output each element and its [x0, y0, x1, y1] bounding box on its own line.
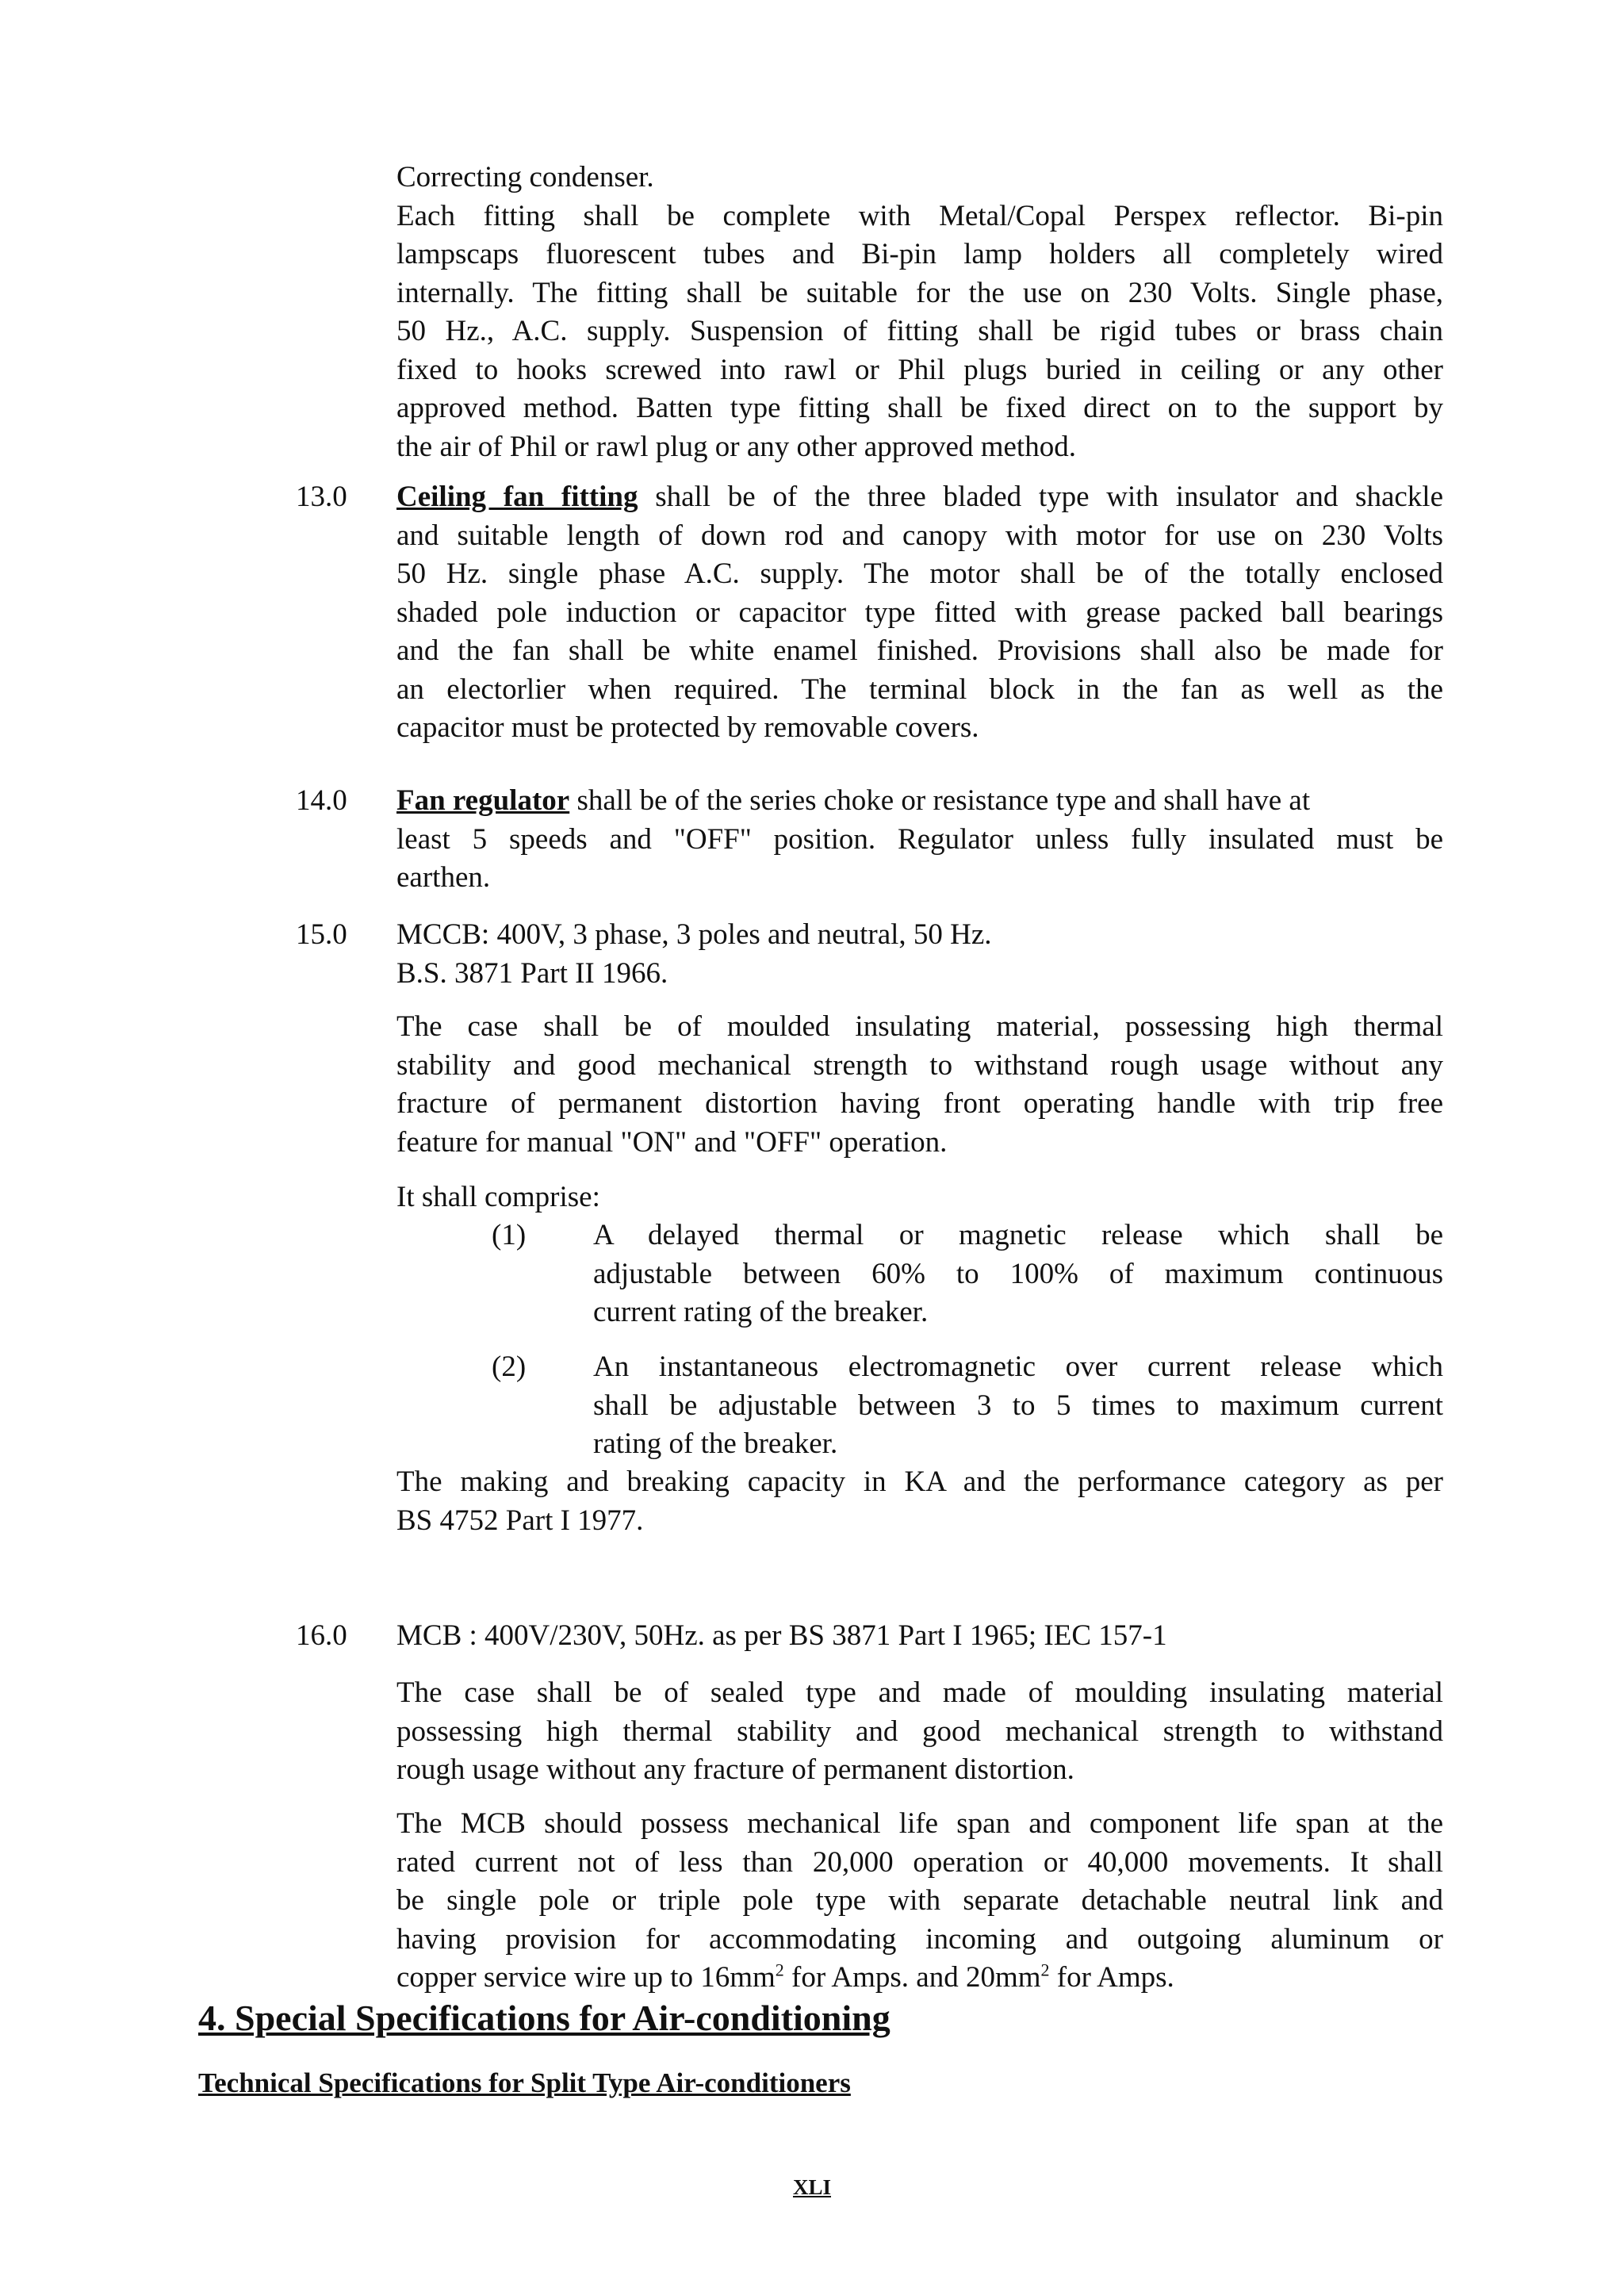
section-15-closing: [396, 1463, 1443, 1540]
text-line: stability and good mechanical strength to withstand rough usage without any: [396, 1048, 1443, 1082]
continuation-paragraph: [396, 159, 1443, 466]
text-line: an electorlier when required. The terminal block in the fan as well as the: [396, 672, 1443, 706]
text-line: rated current not of less than 20,000 operation or 40,000 movements. It shall: [396, 1845, 1443, 1879]
list-marker: (2): [492, 1351, 527, 1383]
text-line: The making and breaking capacity in KA and the performance category as per: [396, 1466, 1443, 1498]
text-line: the air of Phil or rawl plug or any other approved method.: [396, 430, 1076, 463]
text-line: Fan regulator shall be of the series choke or resistance type and shall have at: [396, 784, 1311, 817]
text-line: MCB : 400V/230V, 50Hz. as per BS 3871 Part I 1965; IEC 157-1: [396, 1619, 1167, 1652]
list-marker: (1): [492, 1219, 527, 1251]
text-line: adjustable between 60% to 100% of maximum continuous: [593, 1257, 1443, 1290]
section-number: 15.0: [296, 918, 347, 951]
page-number: XLI: [792, 2175, 831, 2199]
section-16-paragraph-2: [396, 1805, 1443, 1998]
list-item: [593, 1348, 1443, 1464]
section-heading: 4. Special Specifications for Air-conditioning: [198, 1998, 891, 2038]
text-line: Correcting condenser.: [396, 161, 654, 193]
section-number: 16.0: [296, 1619, 347, 1652]
text-line: BS 4752 Part I 1977.: [396, 1504, 644, 1537]
subsection-heading: Technical Specifications for Split Type Air-conditioners: [198, 2067, 851, 2098]
text-line: possessing high thermal stability and good mechanical strength to withstand: [396, 1715, 1443, 1748]
text-line: The MCB should possess mechanical life span and component life span at the: [396, 1807, 1443, 1840]
text-line: An instantaneous electromagnetic over current release which: [593, 1351, 1443, 1383]
text-line: rating of the breaker.: [593, 1427, 838, 1460]
text-line: approved method. Batten type fitting shall be fixed direct on to the support by: [396, 392, 1443, 424]
text-line: capacitor must be protected by removable covers.: [396, 711, 979, 744]
text-line: 50 Hz. single phase A.C. supply. The motor shall be of the totally enclosed: [396, 557, 1443, 590]
section-number: 14.0: [296, 784, 347, 817]
superscript: 2: [775, 1960, 784, 1980]
section-14-fan-regulator: [396, 782, 1443, 898]
text-line: fixed to hooks screwed into rawl or Phil plugs buried in ceiling or any other: [396, 353, 1443, 386]
list-item: [593, 1216, 1443, 1332]
text-line: feature for manual "ON" and "OFF" operation.: [396, 1125, 948, 1159]
section-title: Fan regulator: [396, 784, 570, 817]
section-16-mcb-header: [396, 1617, 1443, 1656]
text-line: copper service wire up to $16mm^2$ for Amps. and $20mm^2$ for Amps.: [396, 1960, 1174, 1994]
text-line: shall be adjustable between 3 to 5 times to maximum current: [593, 1389, 1443, 1422]
section-15-paragraph: [396, 1008, 1443, 1162]
text-line: shaded pole induction or capacitor type fitted with grease packed ball bearings: [396, 596, 1443, 629]
section-15-mccb-header: [396, 916, 1443, 993]
text-line: 50 Hz., A.C. supply. Suspension of fitting shall be rigid tubes or brass chain: [396, 315, 1443, 347]
text-line: having provision for accommodating incoming and outgoing aluminum or: [396, 1922, 1443, 1956]
text-line: be single pole or triple pole type with separate detachable neutral link and: [396, 1884, 1443, 1917]
text-line: MCCB: 400V, 3 phase, 3 poles and neutral, 50 Hz.: [396, 918, 992, 951]
superscript: 2: [1040, 1960, 1050, 1980]
section-16-paragraph-1: [396, 1674, 1443, 1790]
text-line: A delayed thermal or magnetic release which shall be: [593, 1219, 1443, 1251]
text-line: earthen.: [396, 861, 491, 894]
text-line: fracture of permanent distortion having front operating handle with trip free: [396, 1087, 1443, 1120]
comprise-label: [396, 1178, 1443, 1217]
text-line: and suitable length of down rod and canopy with motor for use on 230 Volts: [396, 519, 1443, 552]
text-line: and the fan shall be white enamel finished. Provisions shall also be made for: [396, 634, 1443, 667]
section-13-ceiling-fan: [396, 478, 1443, 748]
text-line: current rating of the breaker.: [593, 1296, 929, 1328]
text-line: The case shall be of sealed type and made of moulding insulating material: [396, 1676, 1443, 1709]
text-line: rough usage without any fracture of permanent distortion.: [396, 1753, 1074, 1786]
section-title: Ceiling fan fitting: [396, 481, 638, 513]
text-line: Ceiling fan fitting shall be of the three bladed type with insulator and shackle: [396, 481, 1444, 513]
text-line: It shall comprise:: [396, 1181, 600, 1213]
text-line: Each fitting shall be complete with Metal/Copal Perspex reflector. Bi-pin: [396, 199, 1443, 232]
section-number: 13.0: [296, 481, 347, 513]
text-line: internally. The fitting shall be suitable for the use on 230 Volts. Single phase,: [396, 276, 1443, 309]
text-line: B.S. 3871 Part II 1966.: [396, 956, 668, 990]
text-line: lampscaps fluorescent tubes and Bi-pin lamp holders all completely wired: [396, 238, 1443, 270]
text-line: least 5 speeds and "OFF" position. Regulator unless fully insulated must be: [396, 822, 1443, 856]
text-line: The case shall be of moulded insulating material, possessing high thermal: [396, 1010, 1443, 1043]
